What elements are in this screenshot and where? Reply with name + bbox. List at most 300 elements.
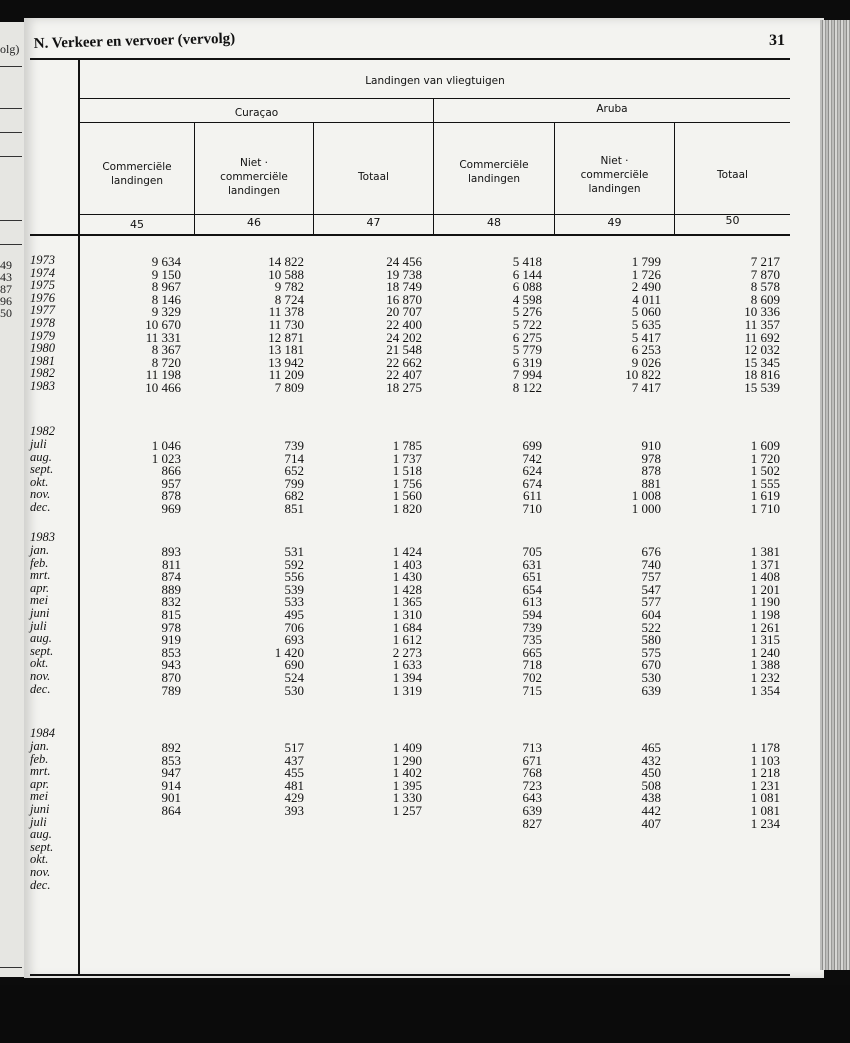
row-labels [30,727,55,891]
table-cell: 740 [641,556,661,572]
table-cell: 947 [161,765,181,781]
table-cell: 18 749 [386,279,422,295]
table-cell: 957 [161,475,181,491]
table-cell: 735 [522,632,542,648]
data-column-46 [224,256,304,395]
table-cell: 651 [522,569,542,585]
table-cell: 674 [522,475,542,491]
table-cell: 1 395 [392,777,422,793]
table-cell: 522 [641,619,661,635]
table-cell: 706 [284,619,304,635]
table-cell: 594 [522,606,542,622]
col-header-47: Totaal [358,171,389,183]
data-column-45 [101,742,181,818]
table-cell: 671 [522,752,542,768]
row-label: mei [30,789,49,804]
table-cell: 6 275 [512,329,542,345]
row-label: okt. [30,656,49,671]
row-label: jan. [30,542,50,557]
table-cell: 639 [522,802,542,818]
table-cell: 1 428 [392,581,422,597]
table-cell: 16 870 [386,291,422,307]
table-cell: 1 261 [750,619,780,635]
row-label: juni [30,605,50,620]
data-column-47 [342,546,422,697]
table-cell: 1 720 [750,450,780,466]
row-label: 1982 [30,366,55,381]
table-cell: 1 799 [631,254,661,269]
table-cell: 577 [641,594,661,610]
data-column-49 [581,256,661,395]
table-cell: 705 [522,544,542,559]
table-cell: 919 [161,632,181,648]
table-cell: 6 144 [512,266,542,282]
table-cell: 757 [641,569,661,585]
data-column-47 [342,440,422,516]
table-cell: 1 402 [392,765,422,781]
row-label: 1979 [30,328,55,343]
table-cell: 2 273 [392,644,422,660]
table-cell: 11 209 [268,367,304,383]
group-header-aruba: Aruba [596,103,628,115]
row-label: aug. [30,631,52,646]
table-cell: 1 502 [750,463,780,479]
table-cell: 24 202 [386,329,422,345]
row-labels [30,425,55,513]
row-label: aug. [30,449,52,464]
row-label: 1981 [30,353,55,368]
table-cell: 1 560 [392,488,422,504]
table-cell: 8 724 [274,291,304,307]
table-cell: 1 737 [392,450,422,466]
row-label: juni [30,801,50,816]
table-cell: 5 635 [631,316,661,332]
row-label: 1983 [30,378,55,393]
row-label: dec. [30,877,51,892]
table-cell: 1 756 [392,475,422,491]
col-header-45: Commerciële landingen [102,161,172,187]
table-cell: 893 [161,544,181,559]
table-cell: 881 [641,475,661,491]
table-cell: 1 365 [392,594,422,610]
document-page [24,18,824,978]
table-cell: 7 217 [750,254,780,269]
row-label: juli [30,436,47,451]
table-cell: 533 [284,594,304,610]
table-cell: 1 081 [750,802,780,818]
row-label: nov. [30,668,51,683]
table-cell: 1 330 [392,790,422,806]
data-column-45 [101,256,181,395]
table-cell: 892 [161,740,181,755]
table-cell: 575 [641,644,661,660]
table-cell: 1 240 [750,644,780,660]
table-cell: 10 466 [145,379,181,395]
table-cell: 652 [284,463,304,479]
data-column-48 [462,440,542,516]
row-label: sept. [30,643,54,658]
table-cell: 699 [522,438,542,453]
table-cell: 1 726 [631,266,661,282]
table-cell: 739 [522,619,542,635]
table-cell: 1 201 [750,581,780,597]
row-label: 1973 [30,253,55,267]
column-number: 47 [366,216,381,229]
col-header-50: Totaal [717,169,748,181]
table-cell: 8 609 [750,291,780,307]
table-cell: 1 710 [750,500,780,516]
table-cell: 654 [522,581,542,597]
bottom-rule [30,974,790,976]
table-cell: 438 [641,790,661,806]
table-cell: 1 257 [392,802,422,818]
table-cell: 643 [522,790,542,806]
table-cell: 5 060 [631,304,661,320]
prev-page-title-fragment: olg) [0,42,20,56]
table-cell: 10 336 [744,304,780,320]
table-cell: 12 032 [744,342,780,358]
table-cell: 1 190 [750,594,780,610]
table-cell: 604 [641,606,661,622]
table-cell: 7 994 [512,367,542,383]
table-cell: 11 198 [145,367,181,383]
row-label: jan. [30,738,50,753]
table-cell: 407 [641,815,661,831]
data-column-46 [224,546,304,697]
data-column-47 [342,742,422,818]
table-cell: 8 367 [151,342,181,358]
table-cell: 1 290 [392,752,422,768]
table-cell: 1 000 [631,500,661,516]
data-column-47 [342,256,422,395]
row-label: okt. [30,852,49,867]
table-cell: 14 822 [268,254,304,269]
data-column-45 [101,440,181,516]
table-cell: 1 046 [151,438,181,453]
table-cell: 2 490 [631,279,661,295]
table-cell: 1 381 [750,544,780,559]
col-header-49: Niet · commerciële landingen [580,155,649,195]
data-column-49 [581,546,661,697]
table-cell: 21 548 [386,342,422,358]
table-cell: 437 [284,752,304,768]
col-header-46: Niet · commerciële landingen [220,157,288,197]
row-labels [30,254,55,393]
subheader-rule [80,122,790,123]
table-cell: 1 633 [392,657,422,673]
table-cell: 7 417 [631,379,661,395]
table-cell: 1 234 [750,815,780,831]
table-cell: 8 967 [151,279,181,295]
row-label: 1980 [30,341,55,356]
table-cell: 1 430 [392,569,422,585]
table-cell: 874 [161,569,181,585]
table-cell: 1 231 [750,777,780,793]
table-cell: 1 612 [392,632,422,648]
table-cell: 465 [641,740,661,755]
table-cell: 624 [522,463,542,479]
table-cell: 864 [161,802,181,818]
table-cell: 889 [161,581,181,597]
book-page-edges [820,20,850,970]
table-cell: 1 218 [750,765,780,781]
table-cell: 5 276 [512,304,542,320]
table-cell: 7 870 [750,266,780,282]
row-label: aug. [30,827,52,842]
table-cell: 18 275 [386,379,422,395]
table-cell: 789 [161,682,181,698]
data-column-49 [581,742,661,830]
table-cell: 969 [161,500,181,516]
table-cell: 739 [284,438,304,453]
table-cell: 10 822 [625,367,661,383]
table-cell: 1 023 [151,450,181,466]
table-cell: 9 782 [274,279,304,295]
table-cell: 15 345 [744,354,780,370]
table-cell: 1 785 [392,438,422,453]
table-cell: 4 598 [512,291,542,307]
table-cell: 1 619 [750,488,780,504]
table-cell: 901 [161,790,181,806]
table-cell: 1 820 [392,500,422,516]
table-cell: 815 [161,606,181,622]
table-cell: 6 319 [512,354,542,370]
table-cell: 24 456 [386,254,422,269]
row-label: mei [30,593,49,608]
row-label: juli [30,618,47,633]
table-cell: 1 198 [750,606,780,622]
table-cell: 1 555 [750,475,780,491]
table-cell: 9 329 [151,304,181,320]
table-cell: 718 [522,657,542,673]
table-cell: 530 [284,682,304,698]
group-header-rule [80,98,790,99]
table-cell: 870 [161,669,181,685]
row-label: feb. [30,555,49,570]
table-cell: 1 319 [392,682,422,698]
table-cell: 22 662 [386,354,422,370]
table-cell: 613 [522,594,542,610]
table-cell: 853 [161,752,181,768]
table-cell: 531 [284,544,304,559]
table-cell: 978 [641,450,661,466]
table-cell: 517 [284,740,304,755]
table-cell: 8 578 [750,279,780,295]
table-cell: 693 [284,632,304,648]
table-cell: 20 707 [386,304,422,320]
table-cell: 8 720 [151,354,181,370]
table-cell: 8 122 [512,379,542,395]
data-column-48 [462,546,542,697]
table-cell: 22 407 [386,367,422,383]
row-label: dec. [30,499,51,514]
table-cell: 742 [522,450,542,466]
background-shadow [0,985,850,1043]
table-cell: 1 394 [392,669,422,685]
table-cell: 853 [161,644,181,660]
table-cell: 1 518 [392,463,422,479]
row-label: sept. [30,462,54,477]
table-cell: 811 [161,556,181,572]
table-cell: 5 722 [512,316,542,332]
table-cell: 702 [522,669,542,685]
row-label: nov. [30,487,51,502]
data-column-46 [224,742,304,818]
column-number: 48 [487,216,501,229]
row-label: 1975 [30,278,55,293]
data-column-45 [101,546,181,697]
table-cell: 524 [284,669,304,685]
table-cell: 19 738 [386,266,422,282]
table-cell: 1 310 [392,606,422,622]
data-column-48 [462,256,542,395]
header-bottom-rule [30,234,790,236]
table-cell: 539 [284,581,304,597]
table-cell: 6 088 [512,279,542,295]
table-cell: 1 103 [750,752,780,768]
row-label: juli [30,814,47,829]
table-cell: 1 232 [750,669,780,685]
row-label: sept. [30,839,54,854]
table-cell: 580 [641,632,661,648]
row-label: mrt. [30,568,51,583]
table-cell: 547 [641,581,661,597]
table-cell: 1 388 [750,657,780,673]
table-cell: 866 [161,463,181,479]
row-label: mrt. [30,764,51,779]
table-cell: 7 809 [274,379,304,395]
data-column-50 [700,440,780,516]
table-cell: 455 [284,765,304,781]
table-cell: 670 [641,657,661,673]
table-cell: 4 011 [632,291,661,307]
table-cell: 9 026 [631,354,661,370]
page-number: 31 [769,32,785,49]
row-label: apr. [30,580,50,595]
block-heading: 1984 [30,726,55,741]
row-label: 1977 [30,303,55,318]
row-label: apr. [30,776,50,791]
table-cell: 5 418 [512,254,542,269]
table-cell: 11 378 [268,304,304,320]
table-cell: 13 942 [268,354,304,370]
block-heading: 1982 [30,424,55,439]
table-cell: 1 371 [750,556,780,572]
table-cell: 592 [284,556,304,572]
table-cell: 851 [284,500,304,516]
data-column-50 [700,256,780,395]
table-cell: 442 [641,802,661,818]
top-rule [30,58,790,60]
table-cell: 13 181 [268,342,304,358]
table-cell: 11 692 [744,329,780,345]
table-cell: 11 331 [145,329,181,345]
table-cell: 639 [641,682,661,698]
table-cell: 682 [284,488,304,504]
stub-divider [78,60,80,976]
table-cell: 8 146 [151,291,181,307]
table-cell: 495 [284,606,304,622]
table-cell: 15 539 [744,379,780,395]
table-cell: 11 357 [744,316,780,332]
table-cell: 943 [161,657,181,673]
previous-page-edge: olg) 49 43 87 96 50 [0,22,26,977]
table-cell: 1 420 [274,644,304,660]
table-cell: 978 [161,619,181,635]
table-cell: 6 253 [631,342,661,358]
table-cell: 878 [161,488,181,504]
table-cell: 723 [522,777,542,793]
table-cell: 5 417 [631,329,661,345]
row-label: feb. [30,751,49,766]
table-cell: 1 178 [750,740,780,755]
table-cell: 18 816 [744,367,780,383]
table-cell: 1 609 [750,438,780,453]
table-cell: 12 871 [268,329,304,345]
table-cell: 1 008 [631,488,661,504]
table-cell: 832 [161,594,181,610]
table-cell: 1 081 [750,790,780,806]
table-cell: 1 409 [392,740,422,755]
table-cell: 450 [641,765,661,781]
data-column-48 [462,742,542,830]
table-cell: 22 400 [386,316,422,332]
table-cell: 1 403 [392,556,422,572]
block-heading: 1983 [30,530,55,545]
row-label: okt. [30,474,49,489]
col-header-48: Commerciële landingen [459,159,529,185]
table-cell: 611 [522,488,542,504]
section-title: N. Verkeer en vervoer (vervolg) [33,30,236,53]
table-cell: 11 730 [268,316,304,332]
row-labels [30,531,55,695]
table-cell: 690 [284,657,304,673]
table-cell: 1 408 [750,569,780,585]
table-cell: 432 [641,752,661,768]
table-cell: 799 [284,475,304,491]
row-label: nov. [30,864,51,879]
table-cell: 556 [284,569,304,585]
row-label: 1976 [30,290,55,305]
table-cell: 10 588 [268,266,304,282]
table-cell: 1 354 [750,682,780,698]
table-cell: 715 [522,682,542,698]
column-number: 49 [607,216,622,229]
row-label: 1974 [30,265,55,280]
row-label: dec. [30,681,51,696]
group-header-curacao: Curaçao [234,107,279,119]
table-cell: 530 [641,669,661,685]
table-cell: 508 [641,777,661,793]
data-column-50 [700,742,780,830]
table-cell: 429 [284,790,304,806]
column-number: 46 [247,216,261,229]
table-cell: 665 [522,644,542,660]
table-cell: 676 [641,544,661,559]
table-cell: 827 [522,815,542,831]
table-cell: 914 [161,777,181,793]
table-cell: 1 684 [392,619,422,635]
row-label: 1978 [30,315,55,330]
data-column-50 [700,546,780,697]
table-cell: 1 424 [392,544,422,559]
table-cell: 481 [284,777,304,793]
table-cell: 5 779 [512,342,542,358]
table-cell: 9 634 [151,254,181,269]
table-cell: 631 [522,556,542,572]
table-cell: 10 670 [145,316,181,332]
table-cell: 910 [641,438,661,453]
